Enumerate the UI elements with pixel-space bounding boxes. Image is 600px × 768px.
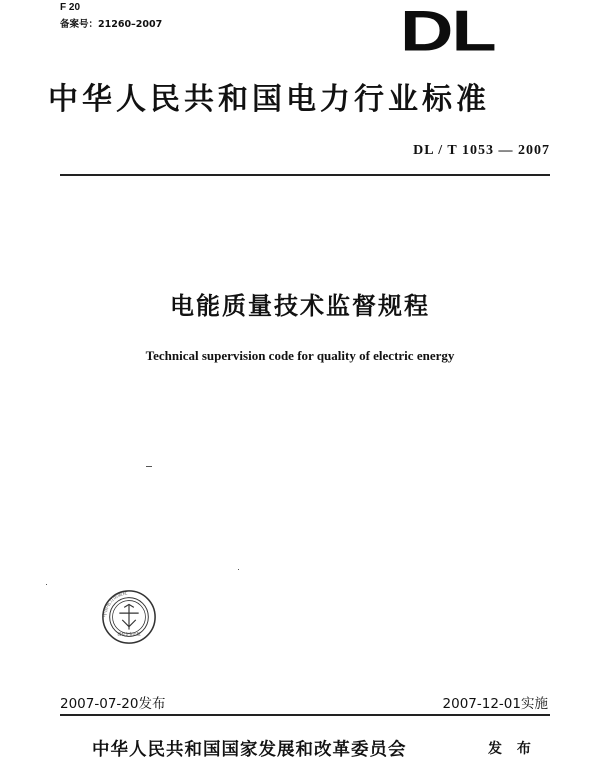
filing-number: 备案号：21260–2007 — [60, 19, 163, 30]
bottom-divider — [60, 714, 550, 716]
issue-date: 2007-07-20发布 — [60, 696, 166, 712]
classification-code: F 20 — [60, 2, 81, 13]
standard-number: DL / T 1053 — 2007 — [413, 143, 550, 158]
document-title-english: Technical supervision code for quality of electric energy — [145, 348, 455, 363]
publisher-name: 中华人民共和国国家发展和改革委员会 — [92, 740, 407, 760]
seal-center-text: 授权专有出版 — [117, 631, 141, 637]
publisher-seal-icon — [100, 588, 158, 646]
scan-speck — [238, 569, 239, 570]
implementation-date: 2007-12-01实施 — [442, 696, 548, 712]
dl-logo: DL — [400, 0, 495, 63]
document-title-chinese: 电能质量技术监督规程 — [170, 292, 430, 320]
scan-speck — [146, 466, 152, 467]
standard-type-title: 中华人民共和国电力行业标准 — [48, 82, 490, 117]
seal-ring-text: 中国电力出版社 — [103, 591, 128, 618]
scan-speck — [46, 584, 47, 585]
publish-label: 发 布 — [488, 741, 531, 757]
top-divider — [60, 174, 550, 176]
